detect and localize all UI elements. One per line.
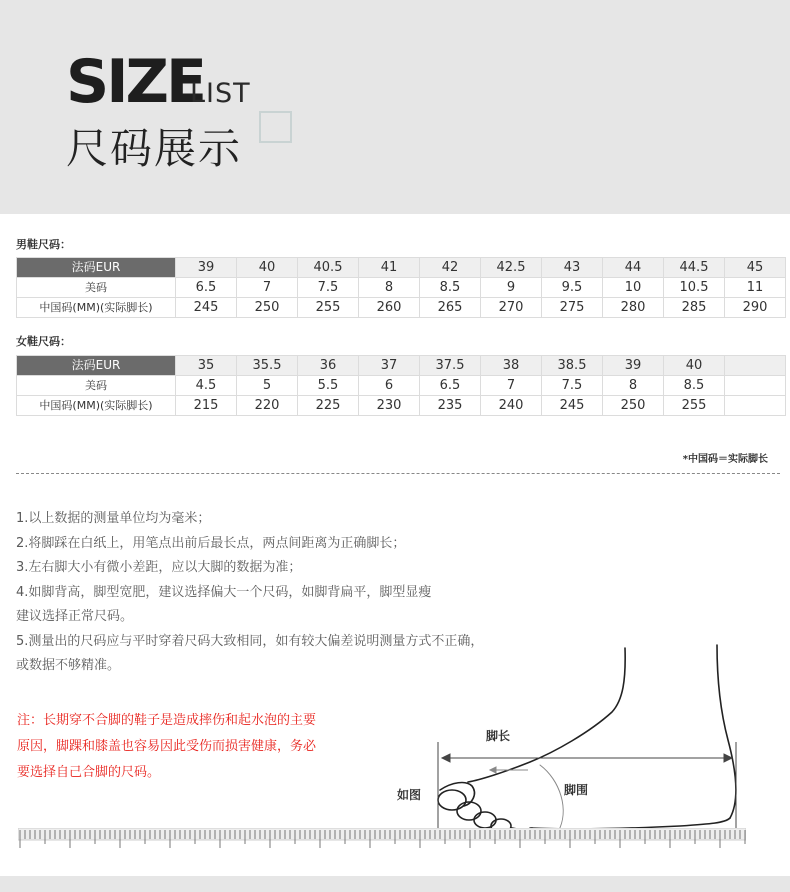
men-size-table: [16, 257, 786, 318]
table-cell: 250: [237, 298, 298, 318]
size-heading: SIZE: [66, 47, 205, 117]
table-cell: 10.5: [664, 278, 725, 298]
men-size-label: 男鞋尺码：: [16, 238, 71, 251]
warning-line: 原因，脚踝和膝盖也容易因此受伤而损害健康，务必: [17, 739, 317, 754]
table-cell: 40.5: [298, 258, 359, 278]
row-header: 法码EUR: [17, 356, 176, 376]
table-cell: 11: [725, 278, 786, 298]
table-cell: 9.5: [542, 278, 603, 298]
table-cell: 42.5: [481, 258, 542, 278]
table-cell: 43: [542, 258, 603, 278]
table-cell: 10: [603, 278, 664, 298]
table-cell: 270: [481, 298, 542, 318]
women-size-table: [16, 355, 786, 416]
table-cell: 38.5: [542, 356, 603, 376]
instruction-line: 3.左右脚大小有微小差距，应以大脚的数据为准；: [16, 560, 302, 575]
instruction-line: 1.以上数据的测量单位均为毫米；: [16, 511, 211, 526]
table-cell: 280: [603, 298, 664, 318]
table-row: [17, 298, 786, 318]
table-cell: 255: [298, 298, 359, 318]
table-cell: 44: [603, 258, 664, 278]
table-cell: 36: [298, 356, 359, 376]
ruler-graphic: [18, 828, 746, 856]
table-cell: 215: [176, 396, 237, 416]
table-cell: 37: [359, 356, 420, 376]
table-cell: 235: [420, 396, 481, 416]
table-cell: 5.5: [298, 376, 359, 396]
table-cell: 275: [542, 298, 603, 318]
page-title: 尺码展示: [66, 124, 243, 173]
header-banner: [0, 0, 790, 214]
list-heading: LIST: [190, 78, 251, 109]
foot-length-label: 脚长: [486, 729, 511, 743]
instruction-line: 5.测量出的尺码应与平时穿着尺码大致相同，如有较大偏差说明测量方式不正确，: [16, 633, 484, 649]
table-row: [17, 396, 786, 416]
instep-outline: [468, 648, 625, 782]
table-cell: 8.5: [420, 278, 481, 298]
table-cell: [725, 376, 786, 396]
table-cell: 39: [176, 258, 237, 278]
heel-outline: [717, 645, 736, 818]
footer-band: [0, 876, 790, 892]
table-cell: 39: [603, 356, 664, 376]
table-cell: 6: [359, 376, 420, 396]
dashed-divider: [16, 473, 780, 474]
table-row: [17, 278, 786, 298]
table-cell: 42: [420, 258, 481, 278]
table-cell: 6.5: [420, 376, 481, 396]
table-cell: 285: [664, 298, 725, 318]
table-cell: 38: [481, 356, 542, 376]
table-cell: 37.5: [420, 356, 481, 376]
table-cell: 8: [359, 278, 420, 298]
table-cell: 225: [298, 396, 359, 416]
instruction-line: 建议选择正常尺码。: [16, 609, 134, 624]
table-cell: [725, 356, 786, 376]
table-row: [17, 356, 786, 376]
table-cell: 7.5: [542, 376, 603, 396]
table-cell: 265: [420, 298, 481, 318]
table-cell: 4.5: [176, 376, 237, 396]
foot-illustration: [380, 640, 780, 840]
table-cell: 250: [603, 396, 664, 416]
table-cell: 40: [664, 356, 725, 376]
table-cell: 240: [481, 396, 542, 416]
table-cell: 8: [603, 376, 664, 396]
decorative-square: [259, 111, 292, 143]
table-cell: 245: [176, 298, 237, 318]
women-size-label: 女鞋尺码：: [16, 335, 71, 348]
table-cell: 255: [664, 396, 725, 416]
table-cell: 5: [237, 376, 298, 396]
table-cell: 7.5: [298, 278, 359, 298]
table-cell: 7: [237, 278, 298, 298]
table-cell: 6.5: [176, 278, 237, 298]
girth-label: 脚围: [564, 783, 589, 797]
table-cell: 35.5: [237, 356, 298, 376]
table-cell: 44.5: [664, 258, 725, 278]
row-header: 中国码(MM)(实际脚长): [17, 298, 176, 318]
warning-line: 注：长期穿不合脚的鞋子是造成摔伤和起水泡的主要: [17, 713, 317, 728]
girth-curve: [540, 765, 563, 832]
instruction-line: 4.如脚背高，脚型宽肥，建议选择偏大一个尺码，如脚背扁平，脚型显瘦: [16, 584, 432, 600]
table-cell: 260: [359, 298, 420, 318]
instruction-line: 2.将脚踩在白纸上，用笔点出前后最长点，两点间距离为正确脚长；: [16, 535, 406, 551]
table-cell: 40: [237, 258, 298, 278]
table-cell: 220: [237, 396, 298, 416]
table-row: [17, 376, 786, 396]
table-cell: 230: [359, 396, 420, 416]
table-cell: 45: [725, 258, 786, 278]
health-warning: [17, 708, 377, 786]
table-cell: 41: [359, 258, 420, 278]
table-cell: 8.5: [664, 376, 725, 396]
table-cell: 7: [481, 376, 542, 396]
warning-line: 要选择自己合脚的尺码。: [17, 765, 161, 780]
table-cell: 35: [176, 356, 237, 376]
table-cell: 290: [725, 298, 786, 318]
row-header: 美码: [17, 376, 176, 396]
instruction-line: 或数据不够精准。: [16, 658, 121, 673]
table-cell: 245: [542, 396, 603, 416]
row-header: 美码: [17, 278, 176, 298]
table-cell: 9: [481, 278, 542, 298]
figure-label: 如图: [397, 788, 422, 802]
row-header: 中国码(MM)(实际脚长): [17, 396, 176, 416]
table-cell: [725, 396, 786, 416]
table-row: [17, 258, 786, 278]
row-header: 法码EUR: [17, 258, 176, 278]
size-note: *中国码＝实际脚长: [682, 454, 768, 465]
